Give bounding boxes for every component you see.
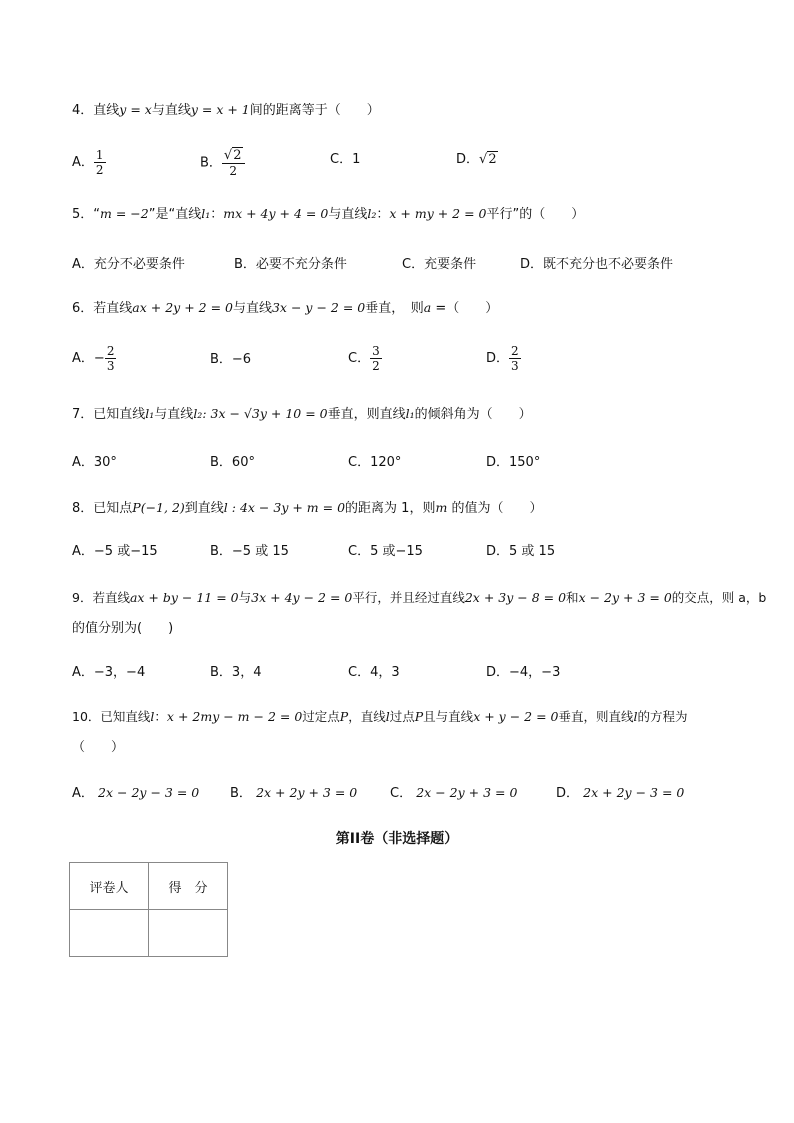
q6-var: a [423, 300, 432, 315]
score-table-score-cell[interactable] [149, 910, 228, 957]
q10-option-a [72, 783, 199, 804]
q10-l2: l [385, 709, 390, 724]
q9-text-mid: 与 [238, 590, 252, 605]
q7-eq: : 3x − √3y + 10 = 0 [202, 406, 328, 421]
numerator: 1 [95, 148, 104, 162]
option-label: A． [72, 351, 94, 366]
question-9-line2: 的值分别为( ) [72, 621, 174, 636]
q4-text-mid: 与直线 [151, 103, 191, 118]
q9-text-suffix: 的交点，则 a，b [671, 590, 767, 605]
q7-text: 7．已知直线 [72, 407, 146, 422]
q8-option-a: A．−5 或−15 [72, 544, 158, 559]
sqrt: √2 [479, 152, 497, 167]
q10-text-mid3: 过点 [389, 709, 415, 724]
q5-option-a: A．充分不必要条件 [72, 257, 185, 272]
denominator: 3 [511, 359, 519, 373]
q5-option-d: D．既不充分也不必要条件 [520, 257, 674, 272]
q9-option-d: D．−4，−3 [486, 665, 561, 680]
option-eq: 2x − 2y + 3 = 0 [416, 785, 518, 800]
q6-option-a [72, 344, 116, 373]
question-6 [72, 298, 498, 319]
option-label: B． [200, 155, 222, 171]
option-label: D． [486, 351, 510, 366]
q6-eq2: 3x − y − 2 = 0 [271, 300, 366, 315]
q5-text-mid2: 与直线 [328, 207, 368, 222]
fraction [509, 344, 521, 373]
q9-eq4: x − 2y + 3 = 0 [578, 590, 672, 605]
fraction [94, 148, 106, 177]
q8-option-d: D．5 或 15 [486, 544, 556, 559]
q6-option-b: B．−6 [210, 352, 252, 367]
q8-var: m [435, 500, 448, 515]
q7-l1b: l₁ [405, 406, 415, 421]
q5-l2: l₂ [367, 206, 377, 221]
option-eq: 2x + 2y − 3 = 0 [583, 785, 685, 800]
q4-option-c: C．1 [330, 152, 361, 167]
q5-colon1: ： [210, 207, 224, 222]
question-5 [72, 204, 584, 225]
q10-text-suffix: 的方程为 [637, 709, 688, 724]
q4-text-suffix: 间的距离等于（ ） [249, 103, 380, 118]
q8-text-suffix: 的值为（ ） [447, 501, 543, 516]
q9-option-c: C．4，3 [348, 665, 400, 680]
q7-text-mid2: 垂直，则直线 [327, 407, 406, 422]
question-10-line2: （ ） [72, 740, 125, 755]
q4-text: 4．直线 [72, 103, 120, 118]
score-table [69, 862, 228, 957]
denominator: 2 [372, 359, 380, 373]
q7-text-suffix: 的倾斜角为（ ） [414, 407, 532, 422]
section-title: 第II卷（非选择题） [335, 831, 459, 847]
option-eq: 2x − 2y − 3 = 0 [98, 785, 200, 800]
q5-text-suffix: 平行”的（ ） [486, 207, 585, 222]
q8-text: 8．已知点 [72, 501, 133, 516]
option-label: C． [348, 351, 371, 366]
score-table-grader-cell[interactable] [70, 910, 149, 957]
q6-text-suffix: =（ ） [431, 301, 499, 316]
q4-option-b [200, 148, 245, 178]
option-label: A． [72, 786, 94, 801]
q5-option-c: C．充要条件 [402, 257, 477, 272]
option-eq: 2x + 2y + 3 = 0 [256, 785, 358, 800]
q10-option-d [556, 783, 684, 804]
q8-point: P(−1, 2) [132, 500, 185, 515]
q10-text-mid4: 且与直线 [423, 709, 474, 724]
q8-line-eq: l : 4x − 3y + m = 0 [223, 500, 346, 515]
q5-option-b: B．必要不充分条件 [234, 257, 347, 272]
q9-text-mid2: 平行，并且经过直线 [352, 590, 465, 605]
q4-eq2: y = x + 1 [190, 102, 250, 117]
minus-sign: − [93, 351, 105, 366]
q10-l: l [150, 709, 155, 724]
q6-text: 6．若直线 [72, 301, 133, 316]
q9-text: 9．若直线 [72, 590, 130, 605]
q10-text-mid: 过定点 [302, 709, 340, 724]
fraction [105, 344, 117, 373]
denominator: 2 [95, 163, 104, 177]
q4-option-d [456, 150, 498, 170]
question-9 [72, 588, 766, 608]
option-label: D． [556, 786, 580, 801]
q5-text-mid1: ”是“直线 [148, 207, 202, 222]
score-table-header-grader: 评卷人 [70, 863, 149, 910]
numerator: 3 [372, 344, 380, 358]
radicand: 2 [488, 152, 497, 167]
score-table-header-score: 得 分 [149, 863, 228, 910]
denominator: 3 [106, 359, 115, 373]
q9-option-a: A．−3，−4 [72, 665, 146, 680]
q10-eq1: x + 2my − m − 2 = 0 [166, 709, 303, 724]
q6-text-mid2: 垂直， 则 [365, 301, 424, 316]
option-label: D． [456, 152, 480, 167]
q7-option-d: D．150° [486, 455, 541, 470]
q7-option-c: C．120° [348, 455, 402, 470]
q5-cond: m = −2 [100, 206, 149, 221]
q7-option-a: A．30° [72, 455, 117, 470]
q10-text-mid2: ，直线 [348, 709, 386, 724]
question-7 [72, 404, 532, 425]
q8-text-mid: 到直线 [184, 501, 224, 516]
option-label: C． [390, 786, 413, 801]
q10-l3: l [633, 709, 638, 724]
q10-text-mid5: 垂直，则直线 [558, 709, 634, 724]
q4-eq1: y = x [119, 102, 152, 117]
q9-eq2: 3x + 4y − 2 = 0 [251, 590, 353, 605]
q7-text-mid: 与直线 [154, 407, 194, 422]
q9-option-b: B．3，4 [210, 665, 262, 680]
q8-option-c: C．5 或−15 [348, 544, 423, 559]
question-10 [72, 707, 688, 727]
q10-colon: ： [154, 709, 167, 724]
q9-eq1: ax + by − 11 = 0 [129, 590, 239, 605]
q10-p1: P [339, 709, 349, 724]
q10-option-b [230, 783, 357, 804]
q6-text-mid: 与直线 [232, 301, 272, 316]
q10-p2: P [414, 709, 424, 724]
numerator: 2 [106, 344, 115, 358]
fraction [222, 148, 245, 178]
radicand: 2 [233, 148, 242, 163]
numerator: √2 [222, 148, 245, 164]
q10-option-c [390, 783, 517, 804]
q7-l1: l₁ [145, 406, 155, 421]
numerator: 2 [511, 344, 519, 358]
question-8 [72, 498, 542, 519]
q9-text-mid3: 和 [566, 590, 579, 605]
q7-option-b: B．60° [210, 455, 255, 470]
q9-eq3: 2x + 3y − 8 = 0 [464, 590, 567, 605]
q5-eq2: x + my + 2 = 0 [389, 206, 487, 221]
q5-text: 5．“ [72, 207, 101, 222]
q8-text-mid2: 的距离为 1，则 [345, 501, 436, 516]
q10-eq2: x + y − 2 = 0 [473, 709, 559, 724]
q5-l1: l₁ [201, 206, 211, 221]
q6-option-d [486, 344, 521, 373]
q5-eq1: mx + 4y + 4 = 0 [223, 206, 329, 221]
q4-option-a [72, 148, 106, 177]
q5-colon2: ： [376, 207, 390, 222]
denominator: 2 [229, 164, 238, 178]
q10-text: 10．已知直线 [72, 709, 151, 724]
fraction [370, 344, 382, 373]
q6-option-c [348, 344, 382, 373]
q7-l2: l₂ [193, 406, 203, 421]
question-4 [72, 100, 380, 121]
option-label: A． [72, 155, 94, 170]
q8-option-b: B．−5 或 15 [210, 544, 289, 559]
q6-eq1: ax + 2y + 2 = 0 [132, 300, 233, 315]
option-label: B． [230, 786, 252, 801]
